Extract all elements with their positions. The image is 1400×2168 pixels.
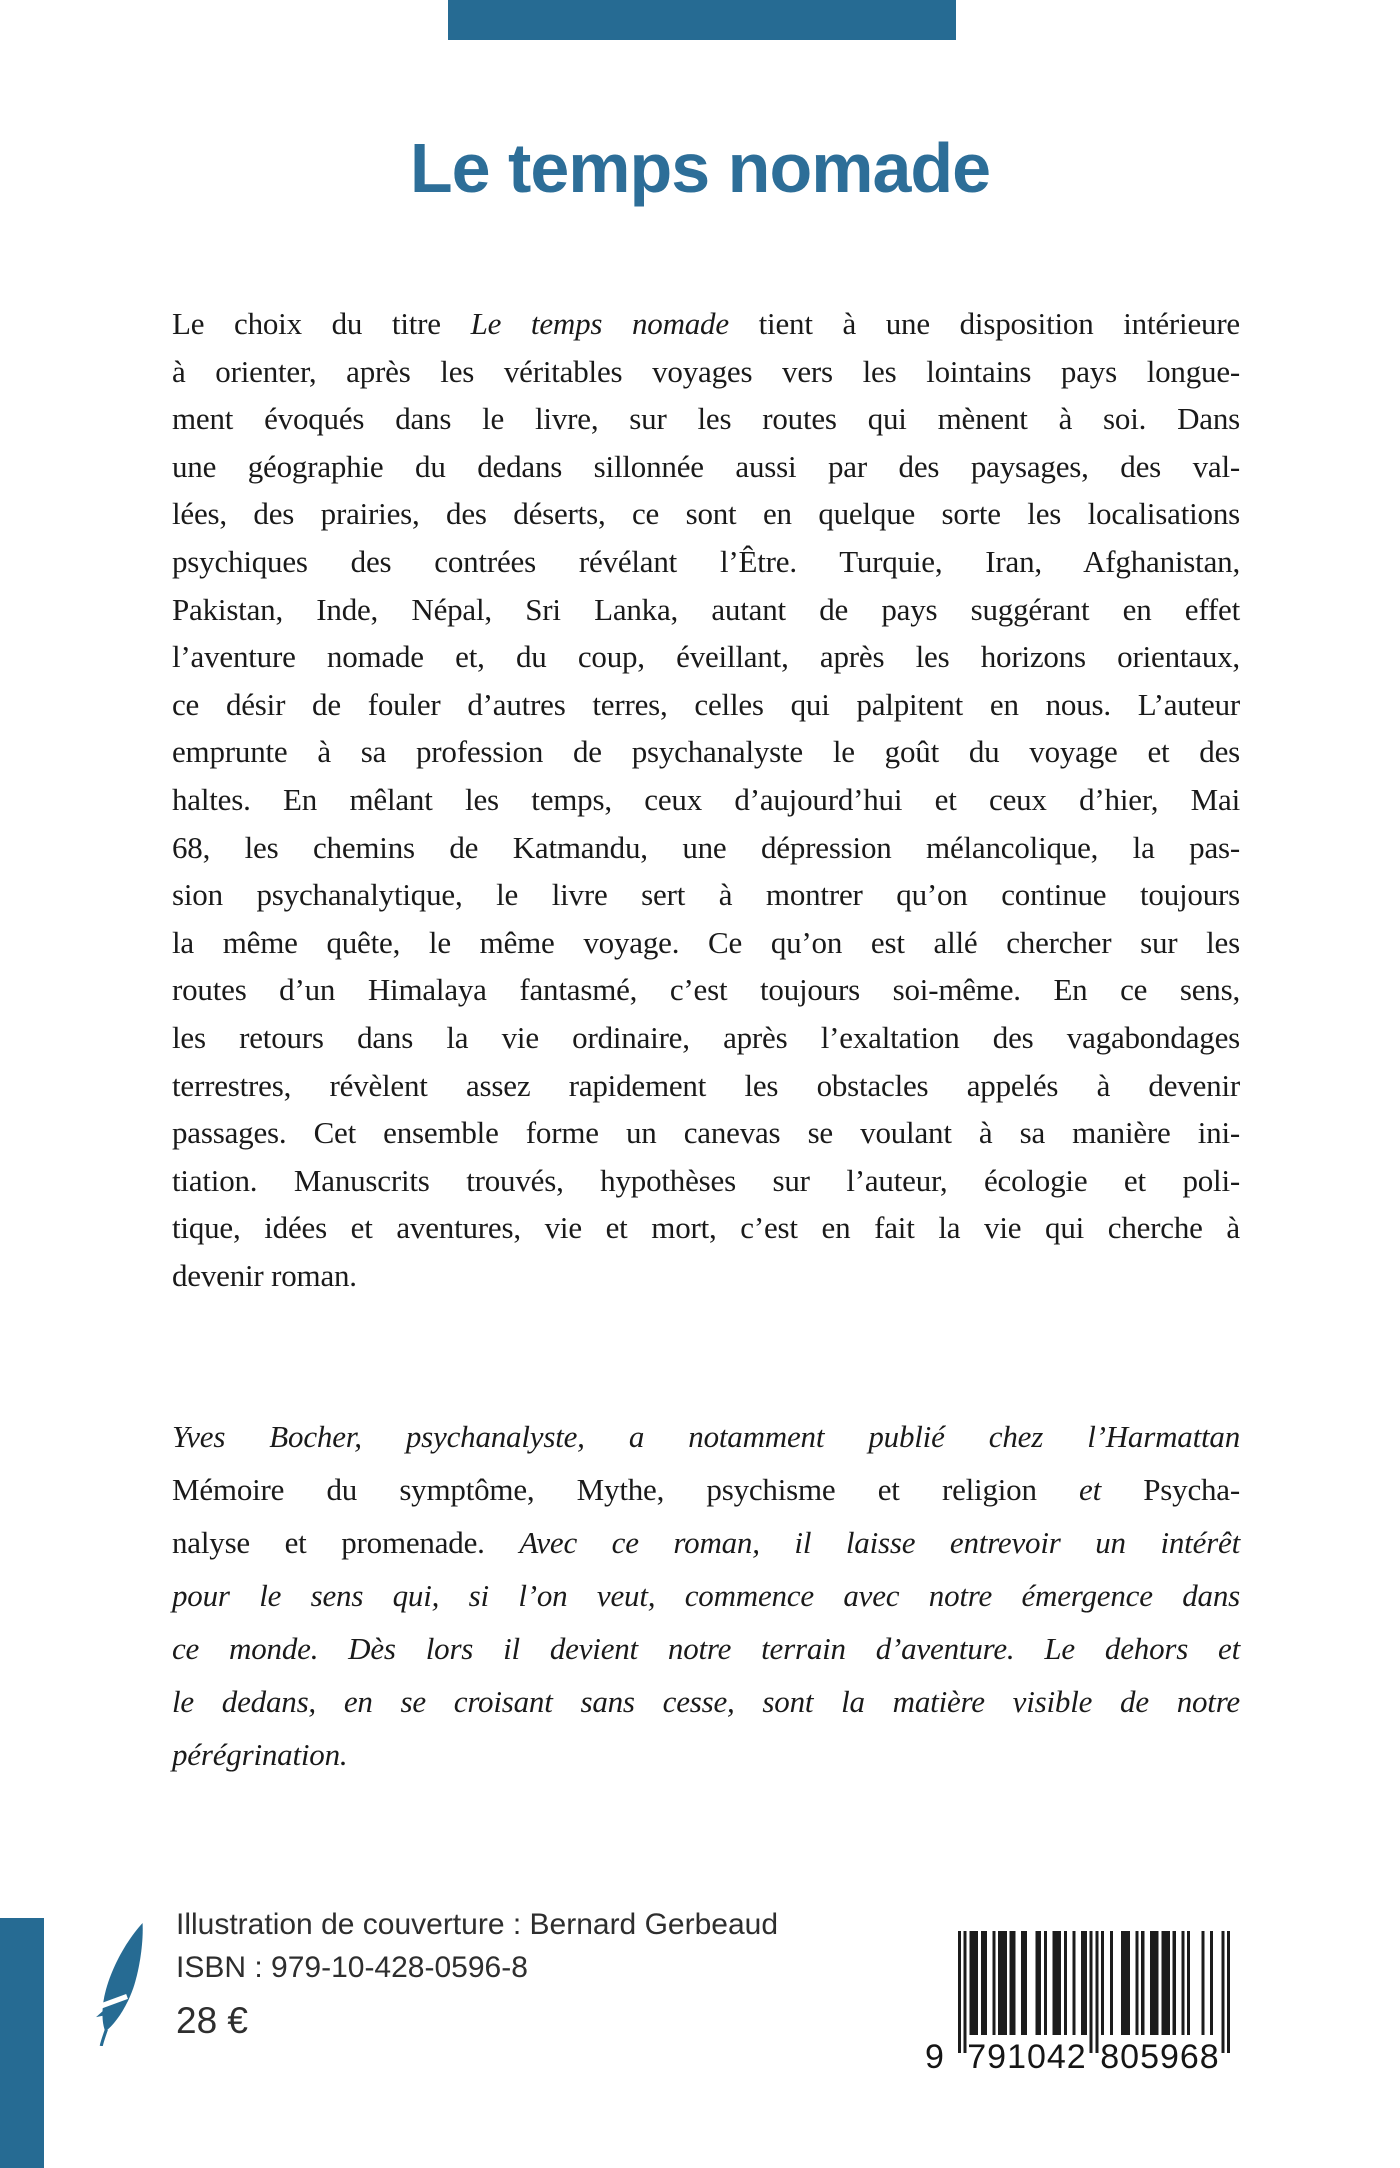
- text-line: pérégrination.: [172, 1737, 348, 1772]
- text-line: haltes. En mêlant les temps, ceux d’aujourd’hui et ceux d’hier, Mai: [172, 781, 1240, 817]
- text-line: routes d’un Himalaya fantasmé, c’est toujours soi-même. En ce sens,: [172, 972, 1240, 1008]
- text-line: l’aventure nomade et, du coup, éveillant, après les horizons orientaux,: [172, 639, 1240, 675]
- text-line: tique, idées et aventures, vie et mort, c’est en fait la vie qui cherche à: [172, 1210, 1240, 1246]
- text-line: pour le sens qui, si l’on veut, commence avec notre émergence dans: [172, 1578, 1240, 1613]
- text-line: ment évoqués dans le livre, sur les routes qui mènent à soi. Dans: [172, 401, 1240, 437]
- text-line: emprunte à sa profession de psychanalyste le goût du voyage et des: [172, 734, 1240, 770]
- isbn-text: ISBN : 979-10-428-0596-8: [176, 1951, 528, 1984]
- barcode-digits-right: 805968: [1100, 2038, 1220, 2076]
- text-line: Yves Bocher, psychanalyste, a notamment publié chez l’Harmattan: [172, 1419, 1240, 1454]
- text-line: ce désir de fouler d’autres terres, celles qui palpitent en nous. L’auteur: [172, 686, 1240, 722]
- text-line: lées, des prairies, des déserts, ce sont en quelque sorte les localisations: [172, 496, 1240, 532]
- top-accent-tab: [448, 0, 956, 40]
- book-title: Le temps nomade: [409, 129, 991, 207]
- text-line: Pakistan, Inde, Népal, Sri Lanka, autant de pays suggérant en effet: [172, 591, 1240, 627]
- text-line: à orienter, après les véritables voyages vers les lointains pays longue-: [172, 353, 1240, 389]
- spine-accent-bar: [0, 1918, 44, 2168]
- synopsis-paragraph: [172, 300, 1240, 1299]
- text-line: le dedans, en se croisant sans cesse, sont la matière visible de notre: [172, 1684, 1240, 1719]
- publisher-feather-icon: [94, 1922, 156, 2046]
- text-line: tiation. Manuscrits trouvés, hypothèses sur l’auteur, écologie et poli-: [172, 1162, 1240, 1198]
- text-line: Le choix du titre Le temps nomade tient à une disposition intérieure: [172, 306, 1240, 341]
- illustration-credit: Illustration de couverture : Bernard Gerbeaud: [176, 1908, 779, 1941]
- barcode-digit-leading: 9: [925, 2038, 944, 2076]
- text-line: sion psychanalytique, le livre sert à montrer qu’on continue toujours: [172, 877, 1240, 913]
- text-line: la même quête, le même voyage. Ce qu’on est allé chercher sur les: [172, 924, 1240, 960]
- text-line: une géographie du dedans sillonnée aussi par des paysages, des val-: [172, 448, 1240, 484]
- text-line: psychiques des contrées révélant l’Être. Turquie, Iran, Afghanistan,: [172, 543, 1240, 579]
- text-line: passages. Cet ensemble forme un canevas se voulant à sa manière ini-: [172, 1115, 1240, 1151]
- text-line: ce monde. Dès lors il devient notre terrain d’aventure. Le dehors et: [172, 1631, 1240, 1666]
- barcode-digits-left: 791042: [967, 2038, 1087, 2076]
- text-line: terrestres, révèlent assez rapidement les obstacles appelés à devenir: [172, 1067, 1240, 1103]
- author-note-paragraph: [172, 1410, 1240, 1781]
- text-line: Mémoire du symptôme, Mythe, psychisme et religion et Psycha-: [172, 1472, 1240, 1507]
- ean13-barcode: [958, 1931, 1230, 2053]
- text-line: 68, les chemins de Katmandu, une dépression mélancolique, la pas-: [172, 829, 1240, 865]
- price-text: 28 €: [176, 2000, 249, 2041]
- text-line: les retours dans la vie ordinaire, après l’exaltation des vagabondages: [172, 1019, 1240, 1055]
- text-line: devenir roman.: [172, 1257, 357, 1293]
- text-line: nalyse et promenade. Avec ce roman, il laisse entrevoir un intérêt: [172, 1525, 1240, 1560]
